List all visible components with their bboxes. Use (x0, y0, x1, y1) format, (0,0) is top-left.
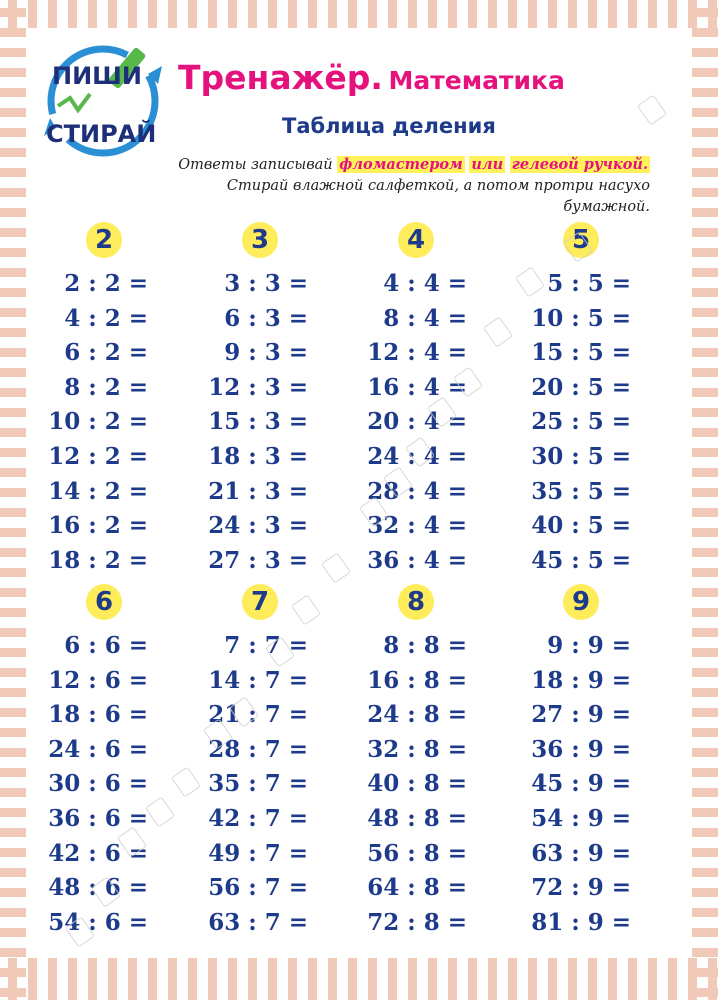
division-example: 4 : 2 = (64, 304, 148, 332)
border-stripe (548, 958, 557, 1000)
division-example: 24 : 8 = (367, 701, 467, 729)
table-number-badge: 3 (242, 222, 278, 258)
border-stripe (0, 188, 26, 197)
table-number-badge: 6 (86, 584, 122, 620)
division-example: 25 : 5 = (531, 408, 631, 436)
logo-bottom-text: СТИРАЙ (46, 120, 157, 148)
border-stripe (128, 958, 137, 1000)
border-stripe (0, 408, 26, 417)
division-example: 8 : 4 = (383, 304, 467, 332)
border-stripe (0, 368, 26, 377)
border-stripe (168, 0, 177, 28)
border-stripe (308, 958, 317, 1000)
division-example: 27 : 3 = (208, 546, 308, 574)
border-stripe (0, 728, 26, 737)
division-example: 9 : 9 = (547, 632, 631, 659)
division-example: 21 : 7 = (208, 701, 308, 729)
division-example: 6 : 6 = (64, 632, 148, 659)
border-stripe (48, 0, 57, 28)
border-stripe (692, 68, 718, 77)
division-example: 45 : 9 = (531, 770, 631, 798)
border-stripe (692, 608, 718, 617)
border-stripe (68, 958, 77, 1000)
border-stripe (692, 768, 718, 777)
division-example: 63 : 9 = (531, 839, 631, 867)
border-stripe (88, 958, 97, 1000)
border-stripe (648, 0, 657, 28)
division-example: 72 : 8 = (367, 908, 467, 936)
border-stripe (0, 588, 26, 597)
border-stripe (588, 958, 597, 1000)
division-example: 30 : 6 = (48, 770, 148, 798)
border-stripe (0, 68, 26, 77)
border-stripe (208, 0, 217, 28)
border-stripe (0, 28, 26, 37)
border-stripe (0, 428, 26, 437)
division-example: 20 : 5 = (531, 373, 631, 401)
border-stripe (468, 0, 477, 28)
border-stripe (628, 958, 637, 1000)
division-example: 36 : 4 = (367, 546, 467, 574)
division-example: 6 : 3 = (224, 304, 308, 332)
border-stripe (608, 0, 617, 28)
border-stripe (692, 668, 718, 677)
division-example: 24 : 4 = (367, 443, 467, 470)
border-stripe (692, 348, 718, 357)
border-stripe (692, 208, 718, 217)
border-stripe (692, 468, 718, 477)
border-stripe (468, 958, 477, 1000)
border-stripe (692, 368, 718, 377)
division-example: 16 : 8 = (367, 666, 467, 694)
division-example: 64 : 8 = (367, 874, 467, 902)
division-example: 27 : 9 = (531, 701, 631, 729)
border-stripe (0, 268, 26, 277)
division-example: 36 : 6 = (48, 805, 148, 832)
border-stripe (0, 508, 26, 517)
border-stripe (692, 708, 718, 717)
division-example: 10 : 5 = (531, 304, 631, 332)
border-stripe (0, 288, 26, 297)
border-stripe (692, 628, 718, 637)
border-stripe (508, 0, 517, 28)
division-example: 24 : 3 = (208, 512, 308, 540)
border-stripe (268, 958, 277, 1000)
border-stripe (428, 958, 437, 1000)
border-stripe (0, 108, 26, 117)
division-example: 35 : 5 = (531, 477, 631, 505)
border-stripe (0, 488, 26, 497)
border-stripe (692, 108, 718, 117)
border-stripe (692, 748, 718, 757)
border-stripe (692, 648, 718, 657)
border-stripe (0, 448, 26, 457)
border-stripe (692, 948, 718, 957)
border-stripe (348, 958, 357, 1000)
border-stripe (188, 958, 197, 1000)
border-stripe (692, 268, 718, 277)
division-example: 14 : 2 = (48, 477, 148, 505)
instr-text-line2: Стирай влажной салфеткой, а потом протри насухо бумажной. (226, 178, 650, 215)
border-stripe (568, 0, 577, 28)
border-stripe (508, 958, 517, 1000)
page-title (178, 58, 565, 97)
border-stripe (428, 0, 437, 28)
border-stripe (692, 968, 718, 977)
border-stripe (0, 128, 26, 137)
division-example: 40 : 5 = (531, 512, 631, 540)
border-stripe (448, 0, 457, 28)
border-stripe (692, 688, 718, 697)
division-example: 45 : 5 = (531, 546, 631, 574)
border-stripe (692, 228, 718, 237)
table-number-badge: 9 (563, 584, 599, 620)
border-stripe (692, 8, 718, 17)
border-stripe (692, 848, 718, 857)
border-stripe (0, 148, 26, 157)
instructions (150, 154, 650, 218)
division-example: 10 : 2 = (48, 408, 148, 436)
border-stripe (28, 0, 37, 28)
border-stripe (692, 928, 718, 937)
border-stripe (0, 628, 26, 637)
border-stripe (0, 248, 26, 257)
border-stripe (0, 208, 26, 217)
border-stripe (692, 808, 718, 817)
border-stripe (692, 168, 718, 177)
division-example: 54 : 6 = (48, 908, 148, 936)
division-example: 18 : 3 = (208, 443, 308, 470)
division-example: 49 : 7 = (208, 839, 308, 867)
border-stripe (692, 88, 718, 97)
division-example: 48 : 6 = (48, 874, 148, 902)
border-stripe (0, 548, 26, 557)
border-stripe (388, 958, 397, 1000)
border-stripe (488, 958, 497, 1000)
division-example: 81 : 9 = (531, 908, 631, 936)
division-example: 32 : 4 = (367, 512, 467, 540)
table-number-badge: 8 (398, 584, 434, 620)
border-stripe (0, 8, 26, 17)
border-stripe (148, 0, 157, 28)
border-stripe (692, 388, 718, 397)
table-number-badge: 7 (242, 584, 278, 620)
border-stripe (0, 528, 26, 537)
division-example: 5 : 5 = (547, 270, 631, 297)
border-stripe (0, 868, 26, 877)
border-stripe (0, 988, 26, 997)
division-example: 21 : 3 = (208, 477, 308, 505)
border-stripe (668, 0, 677, 28)
border-stripe (348, 0, 357, 28)
division-example: 48 : 8 = (367, 805, 467, 832)
division-example: 6 : 2 = (64, 339, 148, 367)
border-stripe (328, 0, 337, 28)
border-stripe (328, 958, 337, 1000)
border-stripe (692, 448, 718, 457)
division-example: 28 : 4 = (367, 477, 467, 505)
border-stripe (692, 588, 718, 597)
division-example: 36 : 9 = (531, 735, 631, 763)
border-stripe (488, 0, 497, 28)
border-stripe (408, 958, 417, 1000)
division-example: 35 : 7 = (208, 770, 308, 798)
division-example: 16 : 4 = (367, 373, 467, 401)
border-stripe (692, 988, 718, 997)
border-stripe (692, 788, 718, 797)
border-stripe (88, 0, 97, 28)
division-example: 9 : 3 = (224, 339, 308, 367)
border-stripe (692, 128, 718, 137)
division-example: 14 : 7 = (208, 666, 308, 694)
border-stripe (692, 248, 718, 257)
border-stripe (268, 0, 277, 28)
division-example: 28 : 7 = (208, 735, 308, 763)
border-stripe (448, 958, 457, 1000)
border-stripe (0, 48, 26, 57)
border-stripe (168, 958, 177, 1000)
border-stripe (0, 668, 26, 677)
border-stripe (668, 958, 677, 1000)
division-example: 12 : 4 = (367, 339, 467, 367)
border-stripe (608, 958, 617, 1000)
division-example: 12 : 3 = (208, 373, 308, 401)
division-example: 3 : 3 = (224, 270, 308, 297)
division-example: 56 : 7 = (208, 874, 308, 902)
table-number-badge: 4 (398, 222, 434, 258)
border-stripe (0, 88, 26, 97)
division-example: 20 : 4 = (367, 408, 467, 436)
border-stripe (692, 488, 718, 497)
division-example: 42 : 6 = (48, 839, 148, 867)
border-stripe (692, 188, 718, 197)
border-stripe (692, 428, 718, 437)
border-stripe (148, 958, 157, 1000)
division-example: 12 : 2 = (48, 443, 148, 470)
division-example: 32 : 8 = (367, 735, 467, 763)
border-stripe (0, 688, 26, 697)
instr-highlight-or: или (471, 156, 504, 173)
border-stripe (228, 0, 237, 28)
division-example: 18 : 2 = (48, 546, 148, 574)
border-stripe (692, 828, 718, 837)
border-stripe (0, 848, 26, 857)
border-stripe (528, 958, 537, 1000)
division-example: 18 : 9 = (531, 666, 631, 694)
border-stripe (692, 48, 718, 57)
border-stripe (408, 0, 417, 28)
division-example: 8 : 2 = (64, 373, 148, 401)
pishi-stirai-logo (38, 36, 168, 166)
border-stripe (288, 958, 297, 1000)
border-stripe (692, 328, 718, 337)
border-stripe (648, 958, 657, 1000)
border-stripe (208, 958, 217, 1000)
border-stripe (0, 828, 26, 837)
border-stripe (28, 958, 37, 1000)
border-stripe (368, 0, 377, 28)
border-stripe (108, 0, 117, 28)
border-stripe (548, 0, 557, 28)
border-stripe (0, 808, 26, 817)
division-example: 72 : 9 = (531, 874, 631, 902)
border-stripe (288, 0, 297, 28)
border-stripe (0, 468, 26, 477)
border-stripe (692, 288, 718, 297)
border-stripe (228, 958, 237, 1000)
division-example: 7 : 7 = (224, 632, 308, 659)
division-example: 15 : 5 = (531, 339, 631, 367)
border-stripe (128, 0, 137, 28)
border-stripe (692, 568, 718, 577)
division-example: 42 : 7 = (208, 805, 308, 832)
border-stripe (188, 0, 197, 28)
border-stripe (0, 888, 26, 897)
division-example: 63 : 7 = (208, 908, 308, 936)
table-number-badge: 5 (563, 222, 599, 258)
border-stripe (0, 968, 26, 977)
title-sub: Математика (388, 66, 565, 95)
border-stripe (248, 0, 257, 28)
division-example: 24 : 6 = (48, 735, 148, 763)
division-example: 2 : 2 = (64, 270, 148, 297)
border-stripe (692, 908, 718, 917)
border-stripe (692, 508, 718, 517)
border-stripe (0, 948, 26, 957)
border-stripe (692, 408, 718, 417)
division-example: 4 : 4 = (383, 270, 467, 297)
division-example: 15 : 3 = (208, 408, 308, 436)
instr-highlight-marker: фломастером (339, 156, 463, 173)
border-stripe (0, 328, 26, 337)
border-stripe (692, 888, 718, 897)
border-stripe (0, 768, 26, 777)
border-stripe (692, 548, 718, 557)
border-stripe (248, 958, 257, 1000)
border-stripe (0, 788, 26, 797)
border-stripe (692, 308, 718, 317)
border-stripe (692, 28, 718, 37)
division-example: 40 : 8 = (367, 770, 467, 798)
border-stripe (68, 0, 77, 28)
border-stripe (368, 958, 377, 1000)
border-stripe (528, 0, 537, 28)
division-example: 18 : 6 = (48, 701, 148, 729)
division-example: 30 : 5 = (531, 443, 631, 470)
instr-text-a: Ответы записывай (178, 157, 333, 173)
title-main: Тренажёр. (178, 58, 383, 97)
border-stripe (308, 0, 317, 28)
border-stripe (48, 958, 57, 1000)
border-stripe (0, 308, 26, 317)
border-stripe (108, 958, 117, 1000)
border-stripe (0, 928, 26, 937)
division-example: 56 : 8 = (367, 839, 467, 867)
border-stripe (0, 908, 26, 917)
border-stripe (0, 168, 26, 177)
instr-highlight-pen: гелевой ручкой. (511, 156, 648, 173)
border-stripe (388, 0, 397, 28)
division-example: 16 : 2 = (48, 512, 148, 540)
division-example: 54 : 9 = (531, 805, 631, 832)
division-example: 8 : 8 = (383, 632, 467, 659)
division-example: 12 : 6 = (48, 666, 148, 694)
border-stripe (0, 388, 26, 397)
border-stripe (692, 728, 718, 737)
border-stripe (692, 528, 718, 537)
border-stripe (0, 708, 26, 717)
border-stripe (628, 0, 637, 28)
border-stripe (588, 0, 597, 28)
logo-top-text: ПИШИ (52, 62, 142, 90)
border-stripe (692, 868, 718, 877)
border-stripe (0, 748, 26, 757)
border-stripe (0, 648, 26, 657)
page-subtitle: Таблица деления (282, 114, 496, 138)
border-stripe (568, 958, 577, 1000)
border-stripe (0, 568, 26, 577)
border-stripe (692, 148, 718, 157)
border-stripe (0, 348, 26, 357)
border-stripe (0, 228, 26, 237)
table-number-badge: 2 (86, 222, 122, 258)
border-stripe (0, 608, 26, 617)
